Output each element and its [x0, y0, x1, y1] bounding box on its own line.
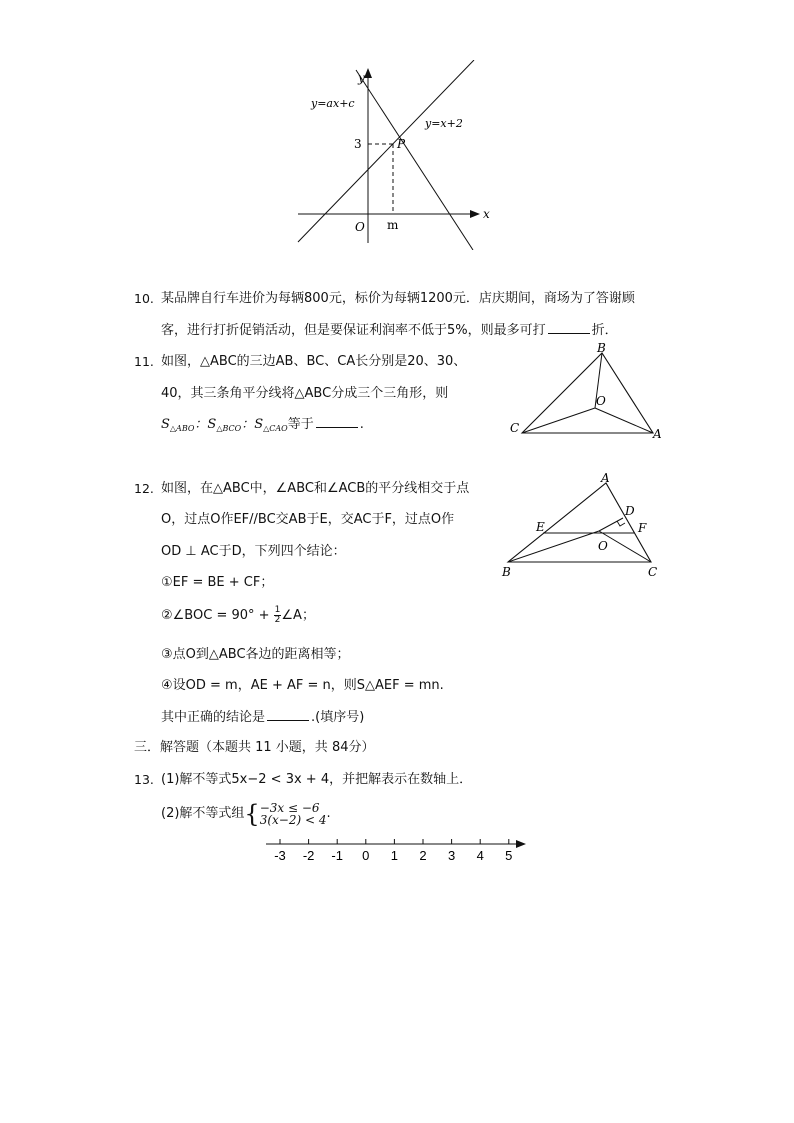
q12-label-A: A	[601, 471, 610, 485]
number-line	[262, 836, 532, 868]
q10-line2-end: 折．	[591, 323, 618, 338]
y-axis-arrow	[364, 68, 372, 78]
q11-line2: 40，其三条角平分线将△ABC分成三个三角形，则	[161, 386, 449, 401]
q12-label-E: E	[536, 520, 545, 534]
graph-label-origin: O	[355, 220, 365, 234]
number-line-tick-label: 2	[419, 848, 427, 863]
q12-c2-end: ∠A；	[281, 608, 315, 623]
q10-line2	[161, 321, 618, 340]
q12-triangle-figure	[497, 470, 672, 580]
q12-conclusion-2	[161, 606, 315, 625]
graph-label-m: m	[387, 218, 399, 232]
q12-label-O: O	[598, 539, 608, 553]
graph-label-y: y	[358, 71, 365, 85]
number-line-tick-label: 4	[476, 848, 484, 863]
q11-number: 11.	[134, 354, 154, 369]
graph-label-x-plus-2: y=x+2	[425, 117, 463, 130]
q12-right-angle-mark	[617, 521, 625, 526]
q11-triangle-figure	[505, 342, 675, 442]
linear-functions-graph	[290, 60, 500, 250]
q13-part1: (1)解不等式5x−2 < 3x + 4，并把解表示在数轴上．	[161, 772, 473, 787]
q13-number: 13.	[134, 772, 154, 787]
q12-line3: OD ⊥ AC于D，下列四个结论：	[161, 544, 346, 559]
q12-conclusion-1: ①EF = BE + CF；	[161, 575, 274, 590]
line-ax-plus-c	[356, 70, 473, 250]
q11-line1: 如图，△ABC的三边AB、BC、CA长分别是20、30、	[161, 354, 467, 369]
q13-part2-text: (2)解不等式组	[161, 806, 245, 821]
graph-label-P: P	[397, 137, 406, 151]
x-axis-arrow	[470, 210, 480, 218]
number-line-tick-label: -3	[274, 848, 286, 863]
q12-line2: O，过点O作EF//BC交AB于E，交AC于F，过点O作	[161, 512, 455, 527]
q12-label-B: B	[502, 565, 511, 579]
graph-label-ax-plus-c: y=ax+c	[311, 97, 355, 110]
q10-number: 10.	[134, 291, 154, 306]
section-3-heading: 三．解答题（本题共 11 小题，共 84分）	[134, 740, 375, 755]
graph-label-3: 3	[354, 137, 362, 151]
q11-period: .	[359, 417, 364, 432]
q13-inequality-2: 3(x−2) < 4	[259, 813, 327, 827]
q11-area-ratio: $S_{\triangle ABO}$：$S_{\triangle BCO}$：$S_{\triangle CAO}$	[161, 417, 288, 433]
q13-inequality-1: −3x ≤ −6	[259, 801, 320, 815]
q11-label-B: B	[597, 342, 606, 355]
q11-label-A: A	[653, 427, 662, 441]
q13-part2	[161, 802, 331, 827]
q13-system-brace: {	[244, 800, 260, 828]
q12-segment-bo	[508, 531, 599, 562]
q11-label-O: O	[596, 394, 606, 408]
q10-line1: 某品牌自行车进价为每辆800元，标价为每辆1200元．店庆期间，商场为了答谢顾	[161, 291, 635, 306]
q12-conclusion-3: ③点O到△ABC各边的距离相等；	[161, 647, 350, 662]
q12-label-F: F	[638, 521, 647, 535]
q12-answer-blank[interactable]	[267, 708, 309, 721]
number-line-tick-label: 0	[362, 848, 370, 863]
q11-line3	[161, 415, 364, 438]
q12-number: 12.	[134, 481, 154, 496]
q12-answer-line	[161, 708, 364, 727]
number-line-tick-label: -1	[331, 848, 343, 863]
q12-conclusion-4: ④设OD = m，AE + AF = n，则S△AEF = mn.	[161, 678, 444, 693]
q13-inequality-system	[260, 802, 327, 826]
q11-answer-blank[interactable]	[316, 415, 358, 428]
q11-triangle-abc	[522, 353, 653, 433]
q12-label-D: D	[625, 504, 635, 518]
q11-label-C: C	[510, 421, 520, 435]
q11-bisector-ao	[595, 408, 653, 433]
number-line-tick-label: -2	[302, 848, 315, 863]
number-line-tick-label: 5	[505, 848, 513, 863]
q12-line1: 如图，在△ABC中，∠ABC和∠ACB的平分线相交于点	[161, 481, 470, 496]
q11-bisector-co	[522, 408, 595, 433]
q12-answer-end: .(填序号)	[311, 710, 365, 725]
q13-part2-end: .	[326, 806, 331, 821]
q10-line2-text: 客，进行打折促销活动，但是要保证利润率不低于5%，则最多可打	[161, 323, 546, 338]
q12-c2-fraction: $\frac{1}{2}$	[274, 605, 281, 625]
graph-label-x: x	[483, 207, 490, 221]
q12-label-C: C	[648, 565, 658, 579]
q12-answer-text: 其中正确的结论是	[161, 710, 266, 725]
q12-c2-text: ②∠BOC = 90° +	[161, 608, 274, 623]
number-line-tick-label: 1	[390, 848, 399, 863]
number-line-tick-label: 3	[447, 848, 456, 863]
q10-answer-blank[interactable]	[548, 321, 590, 334]
q11-line3-text: 等于	[287, 417, 314, 432]
number-line-arrow	[516, 840, 526, 848]
q12-triangle-abc	[508, 483, 651, 562]
line-x-plus-2	[298, 60, 474, 242]
